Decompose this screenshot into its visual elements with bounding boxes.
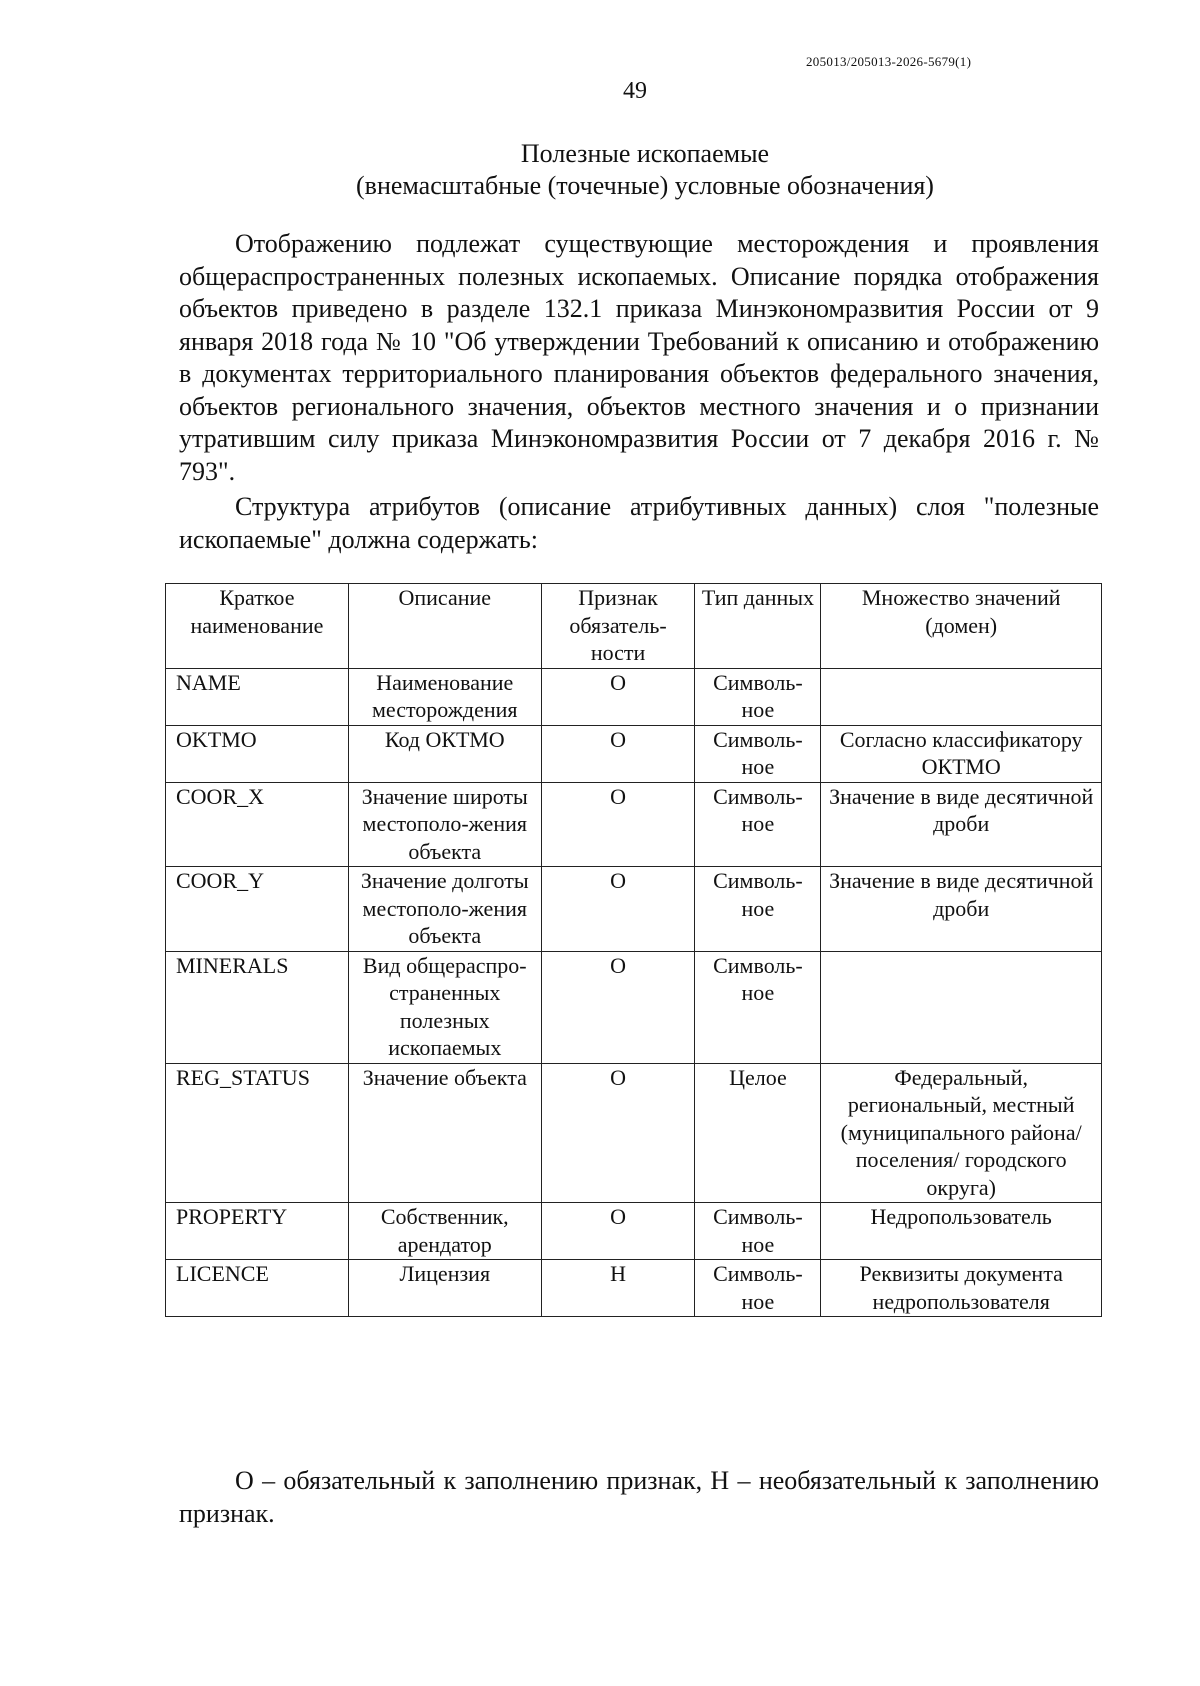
cell-domain: Значение в виде десятичной дроби <box>821 867 1102 952</box>
cell-description: Лицензия <box>348 1260 541 1317</box>
table-row <box>166 725 1102 782</box>
cell-required: О <box>541 668 695 725</box>
legend-footnote-text: О – обязательный к заполнению признак, Н – необязательный к заполнению признак. <box>179 1466 1099 1528</box>
cell-name: COOR_Y <box>166 867 349 952</box>
cell-name: REG_STATUS <box>166 1063 349 1203</box>
cell-description: Наименование месторождения <box>348 668 541 725</box>
cell-name: LICENCE <box>166 1260 349 1317</box>
cell-domain: Федеральный, региональный, местный (муниципального района/поселения/ городского округа) <box>821 1063 1102 1203</box>
table-row <box>166 668 1102 725</box>
intro-paragraph-text: Отображению подлежат существующие месторождения и проявления общераспространенных полезных ископаемых. Описание порядка отображения объектов приведено в разделе 132.1 приказа Минэкономразвития России от 9 января 2018 года № 10 "Об утверждении Требований к описанию и отображению в документах территориального планирования объектов федерального значения, объектов регионального значения, объектов местного значения и о признании утратившим силу приказа Минэкономразвития России от 7 декабря 2016 г. № 793". <box>179 229 1099 486</box>
title-line-1: Полезные ископаемые <box>520 139 770 168</box>
cell-required: О <box>541 1063 695 1203</box>
header-required: Признак обязатель-ности <box>541 584 695 669</box>
table-row <box>166 782 1102 867</box>
cell-required: О <box>541 867 695 952</box>
cell-domain: Значение в виде десятичной дроби <box>821 782 1102 867</box>
attributes-table <box>165 583 1102 1317</box>
cell-description: Значение широты местополо-жения объекта <box>348 782 541 867</box>
cell-type: Символь-ное <box>695 1260 821 1317</box>
cell-required: О <box>541 1203 695 1260</box>
cell-domain <box>821 668 1102 725</box>
cell-name: MINERALS <box>166 951 349 1063</box>
structure-paragraph <box>179 491 1099 556</box>
cell-required: Н <box>541 1260 695 1317</box>
cell-type: Символь-ное <box>695 668 821 725</box>
page-number: 49 <box>623 78 647 104</box>
cell-type: Символь-ное <box>695 951 821 1063</box>
legend-footnote <box>179 1465 1099 1530</box>
cell-type: Символь-ное <box>695 1203 821 1260</box>
table-row <box>166 1260 1102 1317</box>
table-header-row <box>166 584 1102 669</box>
header-description: Описание <box>348 584 541 669</box>
cell-domain: Согласно классификатору ОКТМО <box>821 725 1102 782</box>
cell-type: Символь-ное <box>695 725 821 782</box>
cell-type: Символь-ное <box>695 867 821 952</box>
cell-name: COOR_X <box>166 782 349 867</box>
table-row <box>166 951 1102 1063</box>
cell-required: О <box>541 782 695 867</box>
cell-domain <box>821 951 1102 1063</box>
structure-paragraph-text: Структура атрибутов (описание атрибутивных данных) слоя "полезные ископаемые" должна содержать: <box>179 492 1099 554</box>
cell-description: Код ОКТМО <box>348 725 541 782</box>
document-id: 205013/205013-2026-5679(1) <box>806 54 972 69</box>
header-domain: Множество значений (домен) <box>821 584 1102 669</box>
header-data-type: Тип данных <box>695 584 821 669</box>
cell-name: NAME <box>166 668 349 725</box>
cell-type: Символь-ное <box>695 782 821 867</box>
cell-type: Целое <box>695 1063 821 1203</box>
table-row <box>166 1063 1102 1203</box>
cell-name: OKTMO <box>166 725 349 782</box>
cell-description: Вид общераспро-страненных полезных ископаемых <box>348 951 541 1063</box>
cell-description: Значение долготы местополо-жения объекта <box>348 867 541 952</box>
cell-domain: Недропользователь <box>821 1203 1102 1260</box>
cell-required: О <box>541 951 695 1063</box>
title-line-2: (внемасштабные (точечные) условные обозначения) <box>356 171 934 200</box>
intro-paragraph <box>179 228 1099 488</box>
cell-description: Собственник, арендатор <box>348 1203 541 1260</box>
cell-required: О <box>541 725 695 782</box>
cell-description: Значение объекта <box>348 1063 541 1203</box>
table-row <box>166 867 1102 952</box>
table-row <box>166 1203 1102 1260</box>
cell-name: PROPERTY <box>166 1203 349 1260</box>
cell-domain: Реквизиты документа недропользователя <box>821 1260 1102 1317</box>
section-title <box>150 138 1140 202</box>
header-short-name: Краткое наименование <box>166 584 349 669</box>
